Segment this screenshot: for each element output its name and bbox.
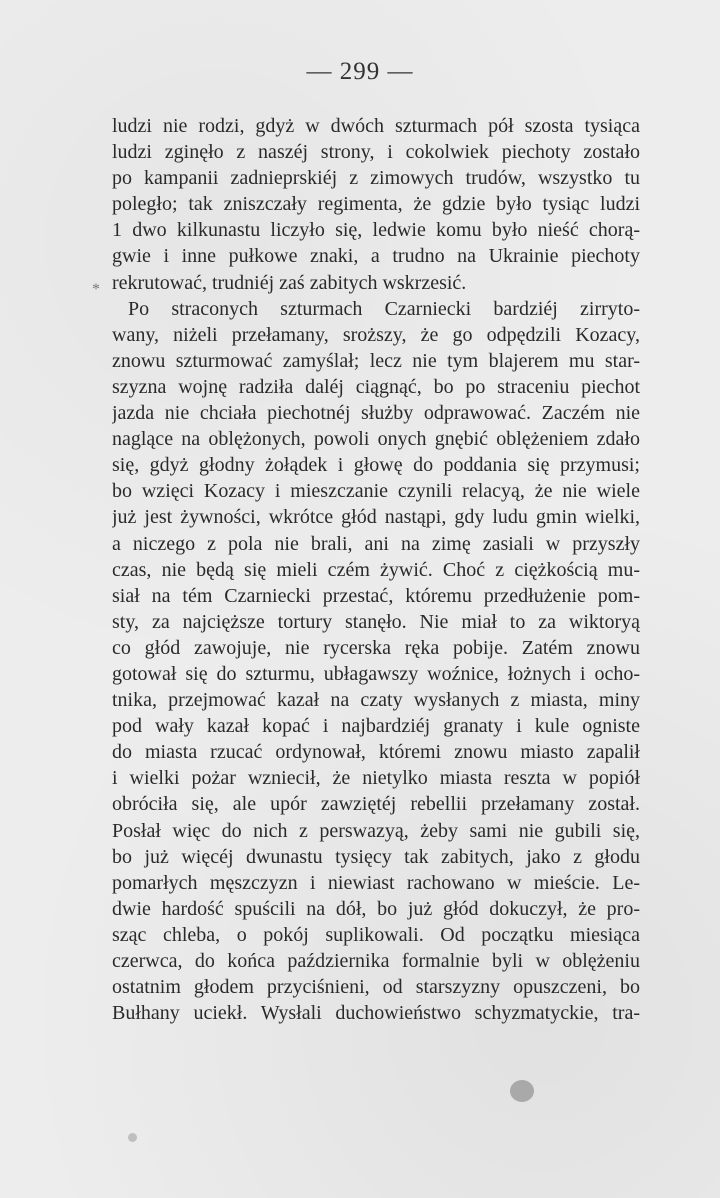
text-line: się, gdyż głodny żołądek i głowę do poddania się przymusi; (112, 454, 640, 477)
text-line: czas, nie będą się mieli czém żywić. Choć z ciężkością mu- (112, 558, 640, 581)
text-line: pod wały kazał kopać i najbardziéj granaty i kule ogniste (112, 715, 640, 738)
text-line: Bułhany uciekł. Wysłali duchowieństwo schyzmatyckie, tra- (112, 1002, 640, 1025)
text-line: już jest żywności, wkrótce głód nastąpi, gdy ludu gmin wielki, (112, 506, 640, 529)
text-line: Po straconych szturmach Czarniecki bardziéj zirryto- (128, 297, 640, 320)
text-line: i wielki pożar wzniecił, że nietylko miasta reszta w popiół (112, 767, 640, 790)
margin-mark: * (92, 281, 100, 298)
text-line: Posłał więc do nich z perswazyą, żeby sami nie gubili się, (112, 819, 640, 842)
text-line: obróciła się, ale upór zawziętéj rebellii przełamany został. (112, 793, 640, 816)
text-line: do miasta rzucać ordynował, któremi znowu miasto zapalił (112, 741, 640, 764)
body-text (112, 113, 640, 1026)
page-number: — 299 — (306, 58, 414, 85)
text-line: jazda nie chciała piechotnéj służby odprawować. Zaczém nie (112, 402, 640, 425)
text-line: czerwca, do końca października formalnie byli w oblężeniu (112, 950, 640, 972)
text-line: bo już więcéj dwunastu tysięcy tak zabitych, jako z głodu (112, 845, 640, 868)
text-line: 1 dwo kilkunastu liczyło się, ledwie komu było nieść chorą- (112, 219, 640, 242)
text-line: po kampanii zadnieprskiéj z zimowych trudów, wszystko tu (112, 167, 640, 190)
text-line: gotował się do szturmu, ubłagawszy woźnice, łożnych i ocho- (112, 662, 640, 685)
text-line: dwie hardość spuścili na dół, bo już głód dokuczył, że pro- (112, 897, 640, 920)
text-line: rekrutować, trudniéj zaś zabitych wskrzesić. (112, 271, 467, 294)
text-line: naglące na oblężonych, powoli onych gnębić oblężeniem zdało (112, 428, 640, 451)
text-line: pomarłych męszczyzn i niewiast rachowano w mieście. Le- (112, 871, 640, 894)
text-line: znowu szturmować zamyślał; lecz nie tym blajerem mu star- (112, 349, 640, 372)
text-line: co głód zawojuje, nie rycerska ręka pobije. Zatém znowu (112, 636, 640, 659)
text-line: tnika, przejmować kazał na czaty wysłanych z miasta, miny (112, 689, 640, 712)
text-line: gwie i inne pułkowe znaki, a trudno na Ukrainie piechoty (112, 245, 640, 268)
text-line: bo wzięci Kozacy i mieszczanie czynili relacyą, że nie wiele (112, 480, 640, 503)
ink-smudge (510, 1080, 534, 1102)
text-line: ludzi zginęło z naszéj strony, i cokolwiek piechoty zostało (112, 141, 640, 164)
text-line: wany, niżeli przełamany, sroższy, że go odpędzili Kozacy, (112, 323, 640, 346)
text-line: siał na tém Czarniecki przestać, któremu przedłużenie pom- (112, 584, 640, 607)
text-line: poległo; tak zniszczały regimenta, że gdzie było tysiąc ludzi (112, 193, 640, 216)
text-line: a niczego z pola nie brali, ani na zimę zasiali w przyszły (112, 532, 640, 555)
text-line: szyzna wojnę radziła daléj ciągnąć, bo po straceniu piechot (112, 375, 640, 398)
text-line: ostatnim głodem przyciśnieni, od starszyzny opuszczeni, bo (112, 976, 640, 999)
text-line: ludzi nie rodzi, gdyż w dwóch szturmach pół szosta tysiąca (112, 115, 640, 137)
text-line: sząc chleba, o pokój suplikowali. Od początku miesiąca (112, 923, 640, 946)
text-line: sty, za najcięższe tortury stanęło. Nie miał to za wiktoryą (112, 610, 640, 633)
ink-smudge (128, 1133, 137, 1142)
